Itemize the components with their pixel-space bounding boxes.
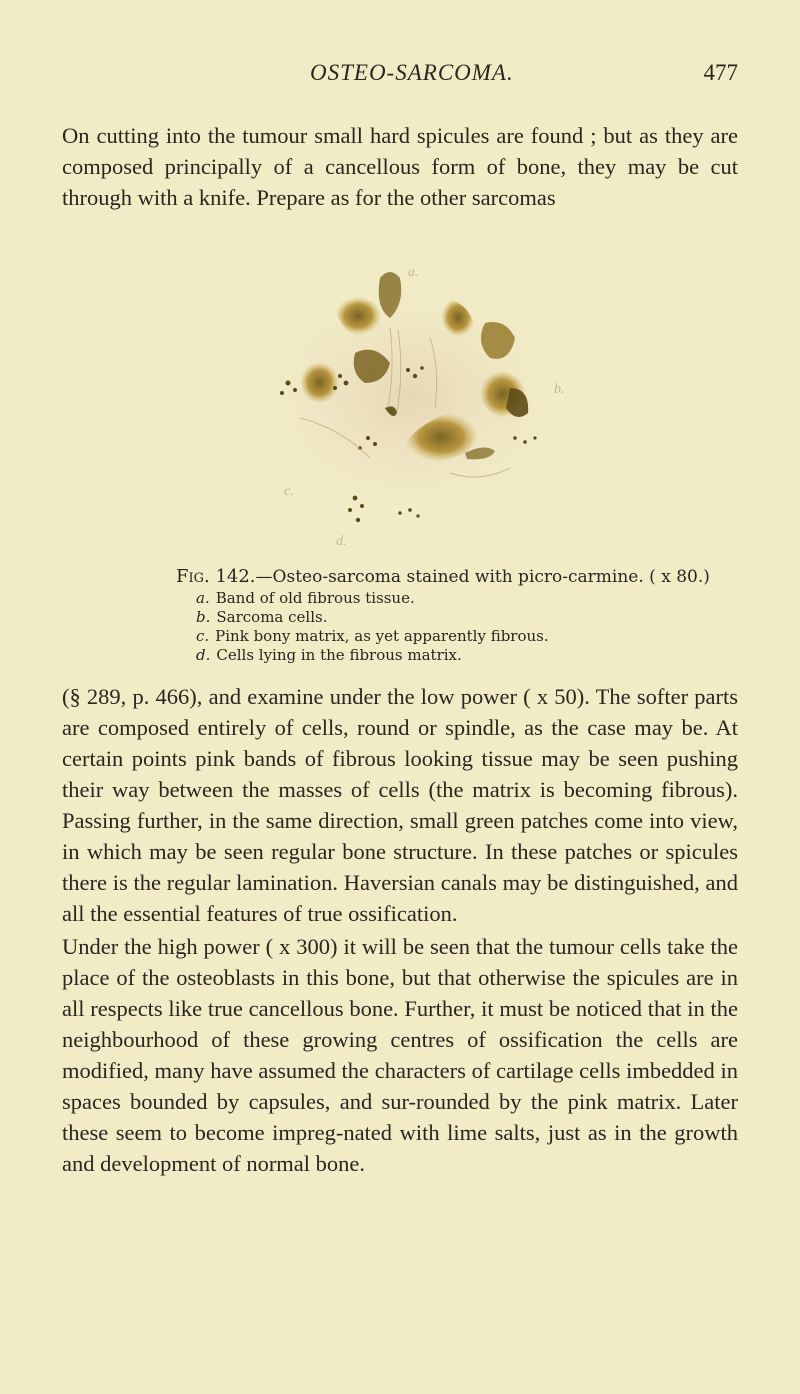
figure-label-b: b.: [554, 382, 565, 397]
figure-label-c: c.: [284, 484, 294, 499]
figure-number: Fig. 142.: [176, 566, 256, 587]
paragraph-intro: On cutting into the tumour small hard spicules are found ; but as they are composed principally of a cancellous form of bone, they may be cut through with a knife. Prepare as for the other sarcomas: [62, 123, 738, 210]
figure-label-a: a.: [408, 265, 419, 280]
caption-item: b. Sarcoma cells.: [196, 608, 328, 626]
figure-label-d: d.: [336, 534, 347, 548]
micrograph-illustration: [240, 258, 580, 548]
caption-title: [176, 566, 736, 588]
caption-item: c. Pink bony matrix, as yet apparently fibrous.: [196, 627, 549, 645]
caption-main-text: —Osteo-sarcoma stained with picro-carmine. ( x 80.): [255, 567, 710, 587]
caption-item: d. Cells lying in the fibrous matrix.: [196, 646, 462, 664]
osteo-sarcoma-figure: [240, 258, 580, 548]
page-number: 477: [703, 60, 738, 85]
running-head-title: OSTEO-SARCOMA.: [310, 60, 514, 85]
running-head: [62, 60, 738, 96]
paragraph-high-power: Under the high power ( x 300) it will be seen that the tumour cells take the place of the osteoblasts in this bone, but that otherwise the spicules are in all respects like true cancellous bone. Further, it must be noticed that in the neighbourhood of these growing centres of ossification the cells are modified, many have assumed the characters of cartilage cells imbedded in spaces bounded by capsules, and sur-rounded by the pink matrix. Later these seem to become impreg-nated with lime salts, just as in the growth and development of normal bone.: [62, 934, 738, 1176]
figure-caption: [176, 566, 736, 665]
caption-item: a. Band of old fibrous tissue.: [196, 589, 415, 607]
paragraph-low-power: (§ 289, p. 466), and examine under the low power ( x 50). The softer parts are composed entirely of cells, round or spindle, as the case may be. At certain points pink bands of fibrous looking tissue may be seen pushing their way between the masses of cells (the matrix is becoming fibrous). Passing further, in the same direction, small green patches come into view, in which may be seen regular bone structure. In these patches or spicules there is the regular lamination. Haversian canals may be distinguished, and all the essential features of true ossification.: [62, 684, 738, 926]
